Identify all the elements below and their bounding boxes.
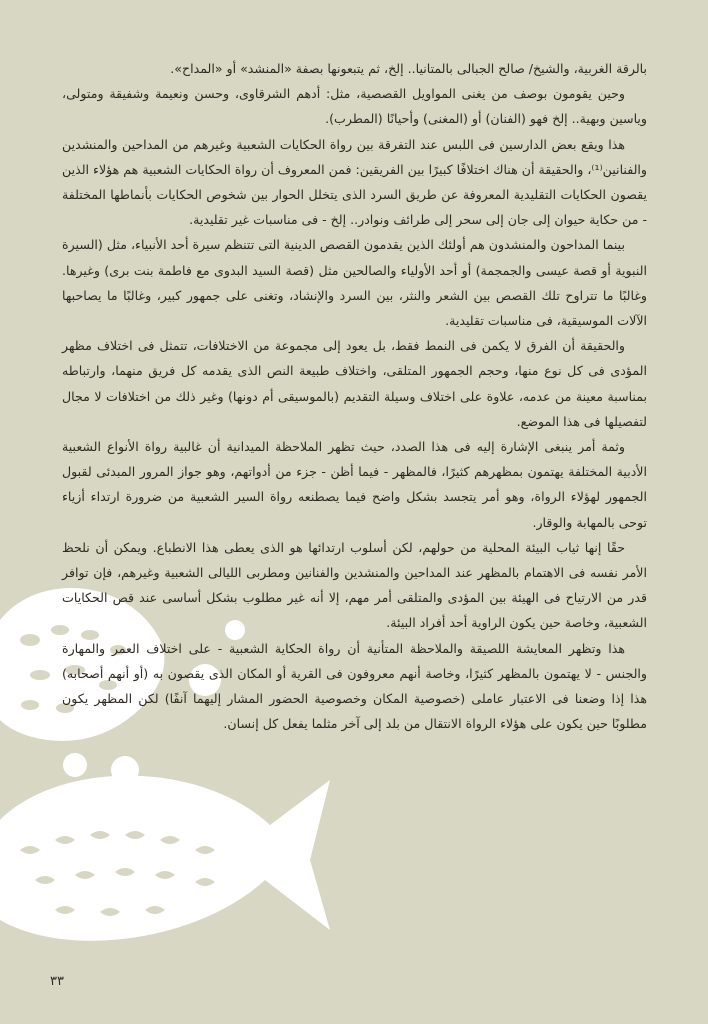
paragraph: هذا وتظهر المعايشة اللصيقة والملاحظة المتأنية أن رواة الحكاية الشعبية - على اختلاف العمر والمهارة والجنس - لا يهتمون بالمظهر كثيرًا، وخاصة أنهم معروفون فى القرية أو المكان الذى يقصون به (أو أنهم أصحابه) هذا إذا وضعنا فى الاعتبار عاملى (خصوصية المكان وخصوصية الحضور المشار إليهما آنفًا) لكن المظهر يكون مطلوبًا حين يكون على هؤلاء الرواة الانتقال من بلد إلى آخر مثلما يفعل كل إنسان. (62, 640, 647, 732)
paragraph: والحقيقة أن الفرق لا يكمن فى النمط فقط، بل يعود إلى مجموعة من الاختلافات، تتمثل فى اختلاف مظهر المؤدى فى كل نوع منها، وحجم الجمهور المتلقى، واختلاف طبيعة النص الذى يقدمه كل فريق منهما، وارتباطه بمناسبة معينة من عدمه، علاوة على اختلاف وسيلة التقديم (بالموسيقى أم دونها) وغير ذلك من اختلافات لا مجال لتفصيلها فى هذا الموضع. (62, 338, 647, 429)
paragraph: وثمة أمر ينبغى الإشارة إليه فى هذا الصدد، حيث تظهر الملاحظة الميدانية أن غالبية رواة الأنواع الشعبية الأدبية المختلفة يهتمون بمظهرهم كثيرًا، فالمظهر - فيما أظن - جزء من أدواتهم، وهو جواز المرور المبدئى لقبول الجمهور لهؤلاء الرواة، وهو أمر يتجسد بشكل واضح فيما يصطنعه رواة السير الشعبية من ضرورة ارتداء أزياء توحى بالمهابة والوقار. (62, 439, 647, 530)
page-number: ٣٣ (50, 974, 64, 989)
paragraph: وحين يقومون بوصف من يغنى المواويل القصصية، مثل: أدهم الشرقاوى، وحسن ونعيمة وشفيقة ومتولى، وياسين وبهية.. إلخ فهو (الفنان) أو (المغنى) وأحيانًا (المطرب). (62, 86, 647, 127)
paragraph: حقًا إنها ثياب البيئة المحلية من حولهم، لكن أسلوب ارتدائها هو الذى يعطى هذا الانطباع. ويمكن أن نلحظ الأمر نفسه فى الاهتمام بالمظهر عند المداحين والمنشدين والفنانين ومطربى الليالى الشعبية وغيرهم، فإن توافر قدر من الارتياح فى الهيئة بين المؤدى والمتلقى أمر مهم، إلا أنه غير مطلوب بشكل أساسى عند قص الحكايات الشعبية، وخاصة حين يكون الراوية أحد أفراد البيئة. (62, 539, 647, 631)
paragraph: بالرقة الغربية، والشيخ/ صالح الجبالى بالمتانيا.. إلخ، ثم يتبعونها بصفة «المنشد» أو «المداح». (170, 61, 647, 76)
paragraph: هذا ويقع بعض الدارسين فى اللبس عند التفرقة بين رواة الحكايات الشعبية وغيرهم من المداحين والمنشدين والفنانين⁽¹⁾، والحقيقة أن هناك اختلافًا كبيرًا بين الفريقين: فمن المعروف أن رواة الحكايات الشعبية هم هؤلاء الذين يقصون الحكايات التقليدية المعروفة عن طريق السرد الذى يتخلل الحوار بين شخوص الحكايات بأنماطها المختلفة - من حكاية حيوان إلى جان إلى سحر إلى طرائف ونوادر.. إلخ - فى مناسبات غير تقليدية. (62, 136, 647, 228)
paragraph: بينما المداحون والمنشدون هم أولئك الذين يقدمون القصص الدينية التى تتنظم سيرة أحد الأنبياء، مثل (السيرة النبوية أو قصة عيسى والجمجمة) أو أحد الأولياء والصالحين مثل (قصة السيد البدوى مع فاطمة بنت برى) وغيرها. وغالبًا ما تتراوح تلك القصص بين الشعر والنثر، بين السرد والإنشاد، وتغنى على جمهور كبير، وغالبًا ما يصاحبها الآلات الموسيقية، فى مناسبات تقليدية. (62, 237, 647, 329)
article-body (62, 56, 647, 736)
